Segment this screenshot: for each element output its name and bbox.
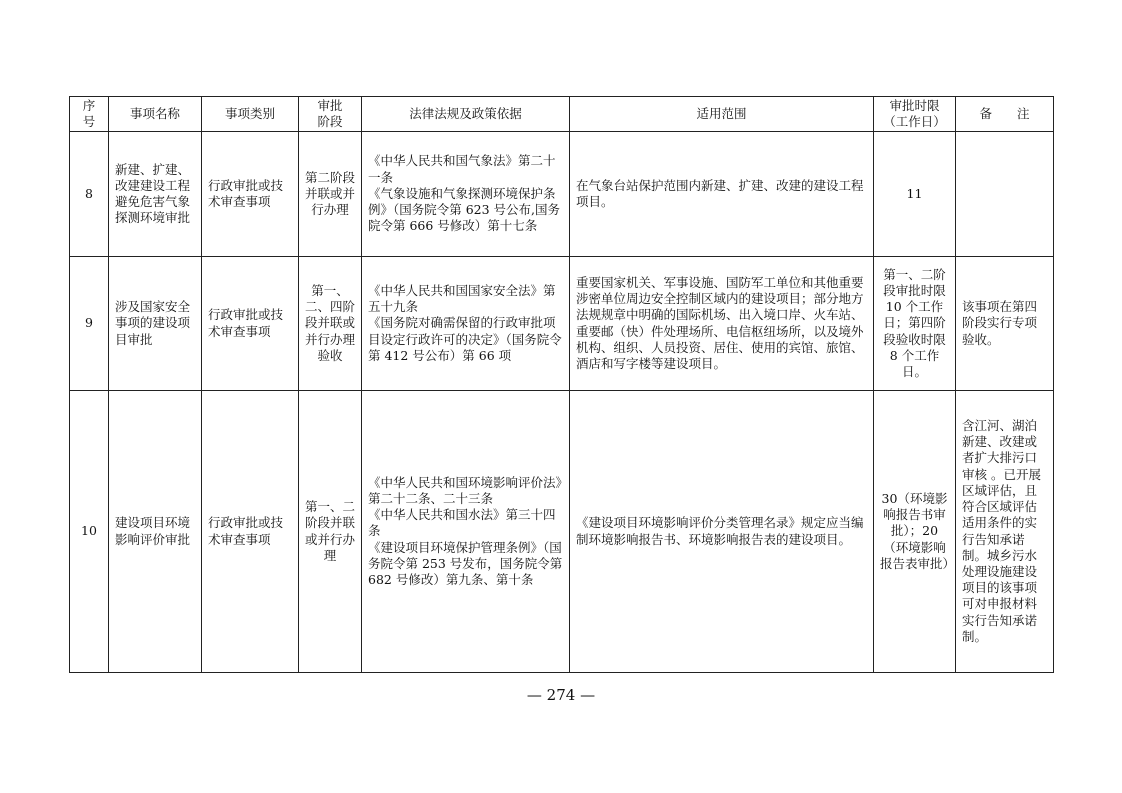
header-no: 序 号 <box>70 97 109 132</box>
cell-legal-basis: 《中华人民共和国环境影响评价法》第二十二条、二十三条 《中华人民共和国水法》第三十四条 《建设项目环境保护管理条例》（国务院令第 253 号发布，国务院令第 682 号修改）第九条、第十条 <box>362 391 570 673</box>
cell-remark: 该事项在第四阶段实行专项验收。 <box>956 257 1054 391</box>
cell-no: 10 <box>70 391 109 673</box>
cell-no: 8 <box>70 132 109 257</box>
cell-remark: 含江河、湖泊新建、改建或者扩大排污口审核 。已开展区域评估，且符合区域评估适用条件的实行告知承诺制。城乡污水处理设施建设项目的该事项可对申报材料实行告知承诺制。 <box>956 391 1054 673</box>
cell-legal-basis: 《中华人民共和国气象法》第二十一条 《气象设施和气象探测环境保护条例》（国务院令第 623 号公布,国务院令第 666 号修改）第十七条 <box>362 132 570 257</box>
header-item-category: 事项类别 <box>202 97 299 132</box>
cell-scope: 《建设项目环境影响评价分类管理名录》规定应当编制环境影响报告书、环境影响报告表的建设项目。 <box>570 391 874 673</box>
cell-approval-stage: 第二阶段并联或并行办理 <box>299 132 362 257</box>
cell-item-category: 行政审批或技术审查事项 <box>202 257 299 391</box>
cell-time-limit: 30（环境影响报告书审批）；20（环境影响报告表审批） <box>874 391 956 673</box>
cell-item-name: 建设项目环境影响评价审批 <box>109 391 202 673</box>
page-number: — 274 — <box>526 686 596 704</box>
cell-legal-basis: 《中华人民共和国国家安全法》第五十九条 《国务院对确需保留的行政审批项目设定行政许可的决定》（国务院令第 412 号公布）第 66 项 <box>362 257 570 391</box>
cell-item-category: 行政审批或技术审查事项 <box>202 391 299 673</box>
cell-remark <box>956 132 1054 257</box>
cell-no: 9 <box>70 257 109 391</box>
cell-item-name: 涉及国家安全事项的建设项目审批 <box>109 257 202 391</box>
header-item-name: 事项名称 <box>109 97 202 132</box>
cell-scope: 重要国家机关、军事设施、国防军工单位和其他重要涉密单位周边安全控制区域内的建设项目；部分地方法规规章中明确的国际机场、出入境口岸、火车站、重要邮（快）件处理场所、电信枢纽场所，以及境外机构、组织、人员投资、居住、使用的宾馆、旅馆、酒店和写字楼等建设项目。 <box>570 257 874 391</box>
table-header-row <box>70 97 1054 132</box>
header-approval-stage: 审批 阶段 <box>299 97 362 132</box>
header-remark: 备 注 <box>956 97 1054 132</box>
approval-items-table <box>69 96 1054 673</box>
table-row <box>70 257 1054 391</box>
cell-time-limit: 11 <box>874 132 956 257</box>
header-scope: 适用范围 <box>570 97 874 132</box>
header-legal-basis: 法律法规及政策依据 <box>362 97 570 132</box>
cell-item-name: 新建、扩建、改建建设工程避免危害气象探测环境审批 <box>109 132 202 257</box>
cell-approval-stage: 第一、二阶段并联或并行办理 <box>299 391 362 673</box>
table-row <box>70 132 1054 257</box>
header-time-limit: 审批时限 （工作日） <box>874 97 956 132</box>
cell-item-category: 行政审批或技术审查事项 <box>202 132 299 257</box>
cell-time-limit: 第一、二阶段审批时限 10 个工作日；第四阶段验收时限 8 个工作日。 <box>874 257 956 391</box>
table-row <box>70 391 1054 673</box>
cell-approval-stage: 第一、二、四阶段并联或并行办理验收 <box>299 257 362 391</box>
cell-scope: 在气象台站保护范围内新建、扩建、改建的建设工程项目。 <box>570 132 874 257</box>
